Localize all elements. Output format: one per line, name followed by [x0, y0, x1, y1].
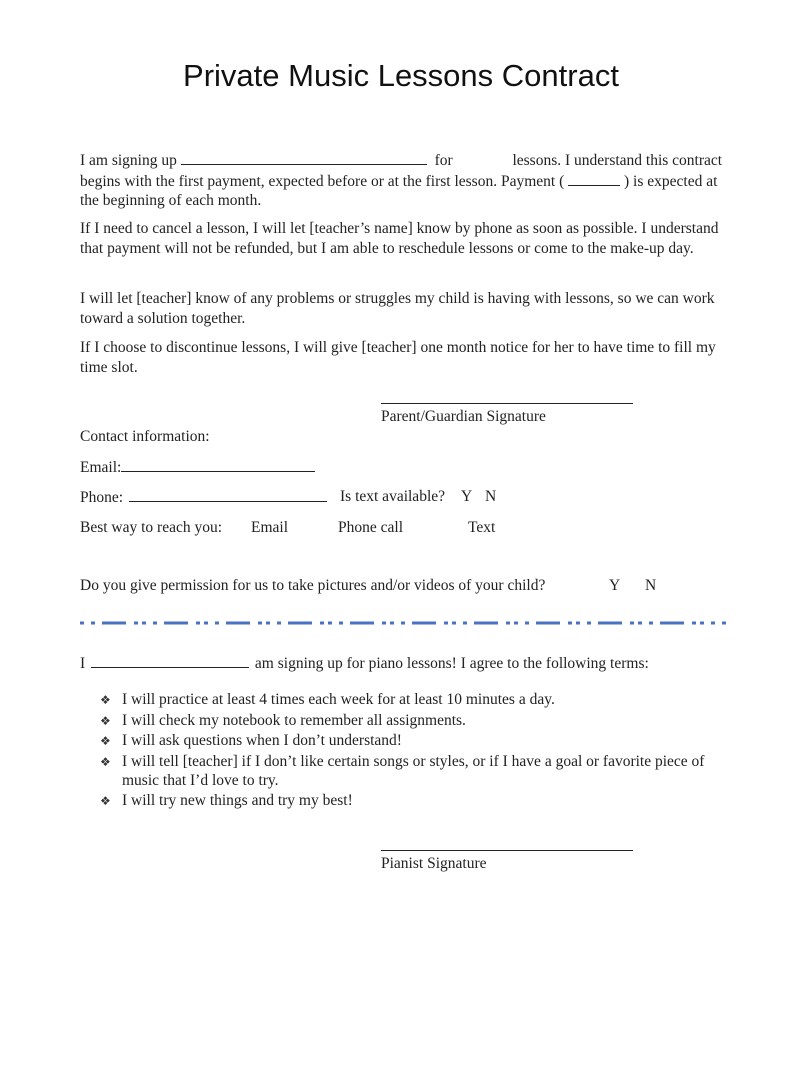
permission-yes[interactable]: Y — [609, 577, 621, 594]
enrollment-paragraph — [80, 150, 730, 211]
diamond-bullet-icon: ❖ — [100, 754, 111, 769]
email-field[interactable] — [121, 457, 315, 472]
text-available-yes[interactable]: Y — [461, 488, 473, 505]
pianist-signature-label: Pianist Signature — [381, 855, 487, 872]
term-text: I will try new things and try my best! — [122, 791, 353, 809]
cancellation-paragraph: If I need to cancel a lesson, I will let [teacher’s name] know by phone as soon as possible. I understand that payment will not be refunded, but I am able to reschedule lessons or come to the make-up day. — [80, 220, 719, 257]
diamond-bullet-icon: ❖ — [100, 734, 111, 748]
parent-signature-line[interactable] — [381, 403, 633, 404]
text-available-no[interactable]: N — [485, 488, 497, 505]
enrollment-lead: I am signing up — [80, 152, 177, 169]
student-lead: I — [80, 655, 86, 672]
enrollment-for: for — [434, 152, 453, 169]
term-text: I will tell [teacher] if I don’t like certain songs or styles, or if I have a goal or favorite piece of music that I’d love to try. — [122, 752, 705, 789]
contact-option-email[interactable]: Email — [251, 519, 289, 536]
page-title: Private Music Lessons Contract — [183, 58, 619, 93]
contact-heading: Contact information: — [80, 428, 210, 445]
term-text: I will check my notebook to remember all assignments. — [122, 711, 466, 729]
pianist-signature-line[interactable] — [381, 850, 633, 851]
diamond-bullet-icon: ❖ — [100, 693, 111, 707]
student-statement — [80, 653, 649, 674]
communication-paragraph: I will let [teacher] know of any problems or struggles my child is having with lessons, so we can work toward a solution together. — [80, 290, 715, 327]
phone-label: Phone: — [80, 489, 124, 506]
email-label: Email: — [80, 459, 122, 476]
phone-row — [80, 487, 327, 508]
best-way-label: Best way to reach you: — [80, 519, 223, 536]
payment-amount-blank[interactable] — [568, 171, 620, 186]
list-item — [100, 731, 740, 752]
text-available-question: Is text available? — [340, 488, 446, 505]
parent-signature-label: Parent/Guardian Signature — [381, 408, 546, 425]
permission-question: Do you give permission for us to take pictures and/or videos of your child? — [80, 577, 546, 594]
term-text: I will practice at least 4 times each week for at least 10 minutes a day. — [122, 691, 555, 708]
contact-option-phone-call[interactable]: Phone call — [338, 519, 403, 536]
contact-option-text[interactable]: Text — [468, 519, 496, 536]
diamond-bullet-icon: ❖ — [100, 713, 111, 728]
student-rest: am signing up for piano lessons! I agree to the following terms: — [254, 655, 649, 672]
list-item — [100, 690, 740, 711]
instrument-blank[interactable] — [181, 150, 427, 165]
section-divider — [80, 620, 726, 626]
discontinue-paragraph: If I choose to discontinue lessons, I will give [teacher] one month notice for her to have time to fill my time slot. — [80, 339, 716, 376]
list-item — [100, 711, 740, 732]
list-item — [100, 752, 740, 791]
student-name-blank[interactable] — [91, 653, 249, 668]
email-row — [80, 457, 315, 478]
enrollment-rest: lessons. I understand this contract begins with the first payment, expected before or at the first lesson. Payment ( — [80, 152, 723, 190]
enrollment-tail: is expected at the beginning of each month. — [80, 172, 718, 209]
term-text: I will ask questions when I don’t understand! — [122, 732, 402, 749]
list-item — [100, 791, 740, 812]
phone-field[interactable] — [129, 487, 327, 502]
permission-no[interactable]: N — [645, 577, 657, 594]
payment-close: ) — [624, 172, 630, 190]
terms-list — [100, 690, 740, 811]
diamond-bullet-icon: ❖ — [100, 793, 111, 808]
